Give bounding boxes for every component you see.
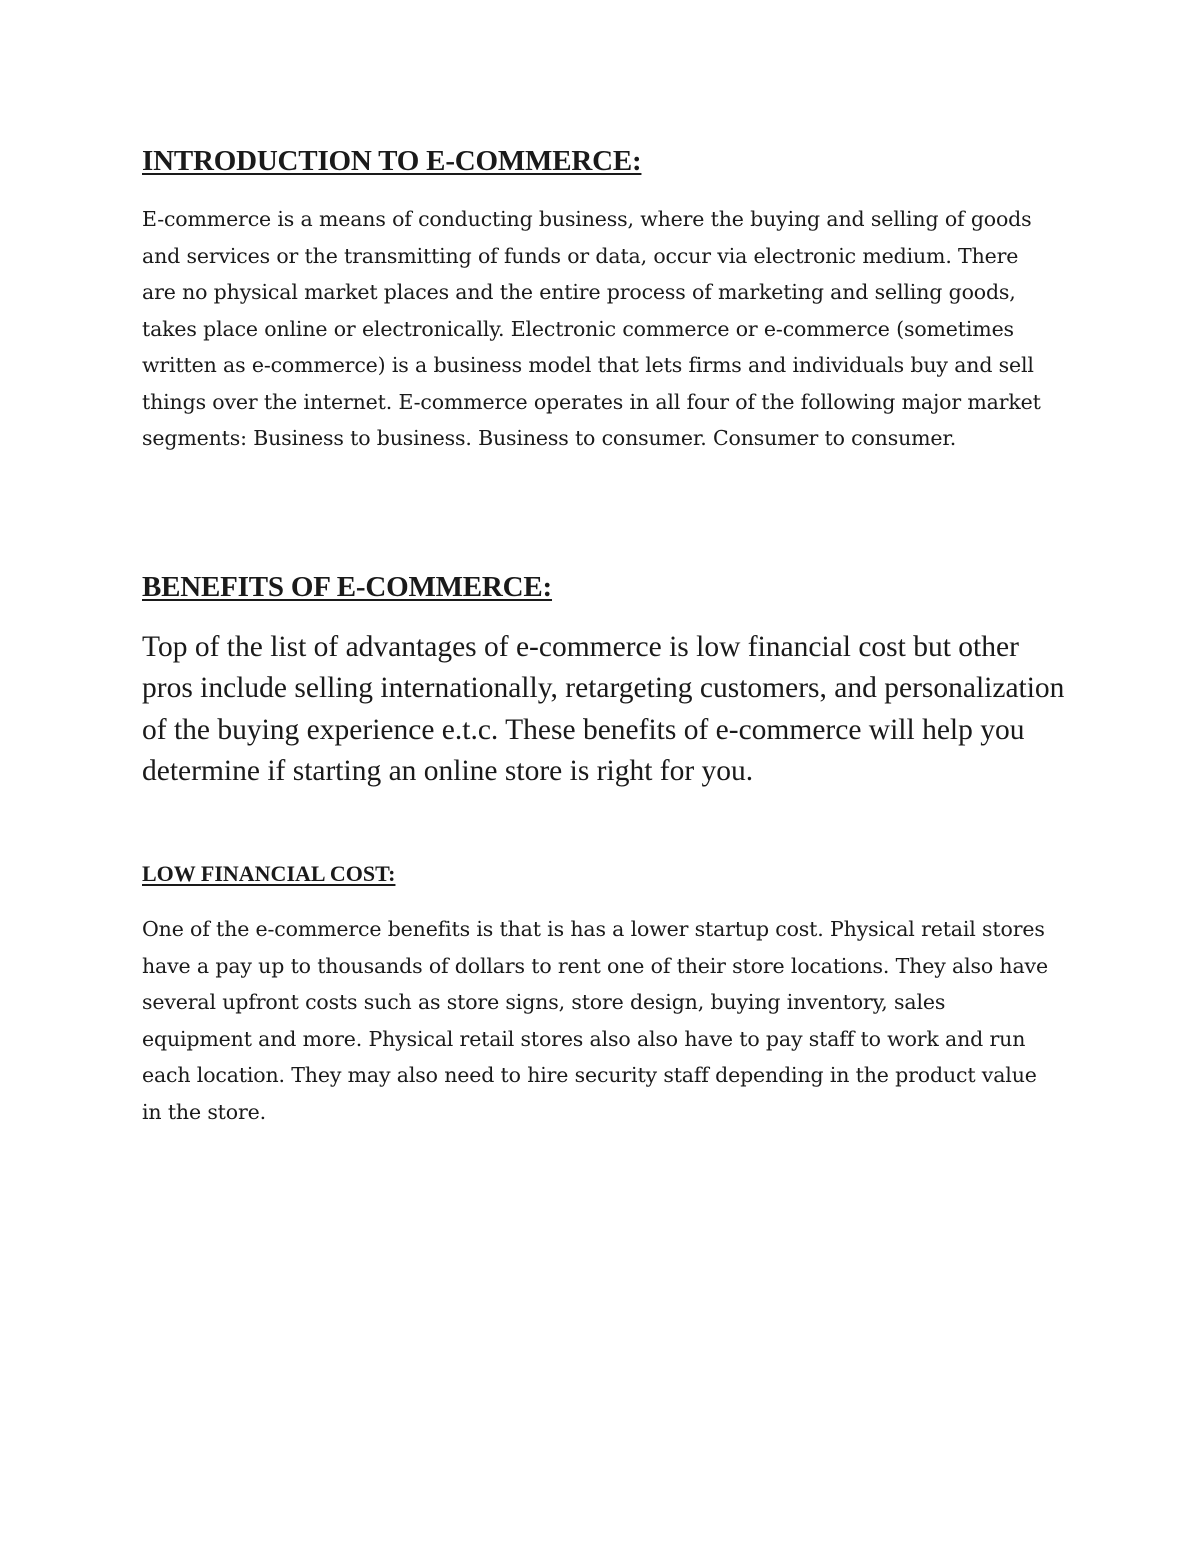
low-financial-cost-heading: LOW FINANCIAL COST: [142,861,396,886]
benefits-heading: BENEFITS OF E-COMMERCE: [142,571,553,603]
intro-paragraph: E-commerce is a means of conducting business, where the buying and selling of goods and services or the transmitting of funds or data, occur via electronic medium. There are no physical market places and the entire process of marketing and selling goods, takes place online or electronically. Electronic commerce or e-commerce (sometimes written as e-commerce) is a business model that lets firms and individuals buy and sell things over the internet. E-commerce operates in all four of the following major market segments: Business to business. Business to consumer. Consumer to consumer. [142,207,1041,450]
low-financial-cost-paragraph: One of the e-commerce benefits is that is has a lower startup cost. Physical retail stores have a pay up to thousands of dollars to rent one of their store locations. They also have several upfront costs such as store signs, store design, buying inventory, sales equipment and more. Physical retail stores also also have to pay staff to work and run each location. They may also need to hire security staff depending in the product value in the store. [142,917,1048,1124]
intro-heading: INTRODUCTION TO E-COMMERCE: [142,145,642,177]
benefits-paragraph: Top of the list of advantages of e-commerce is low financial cost but other pros include selling internationally, retargeting customers, and personalization of the buying experience e.t.c. These benefits of e-commerce will help you determine if starting an online store is right for you. [142,631,1065,787]
